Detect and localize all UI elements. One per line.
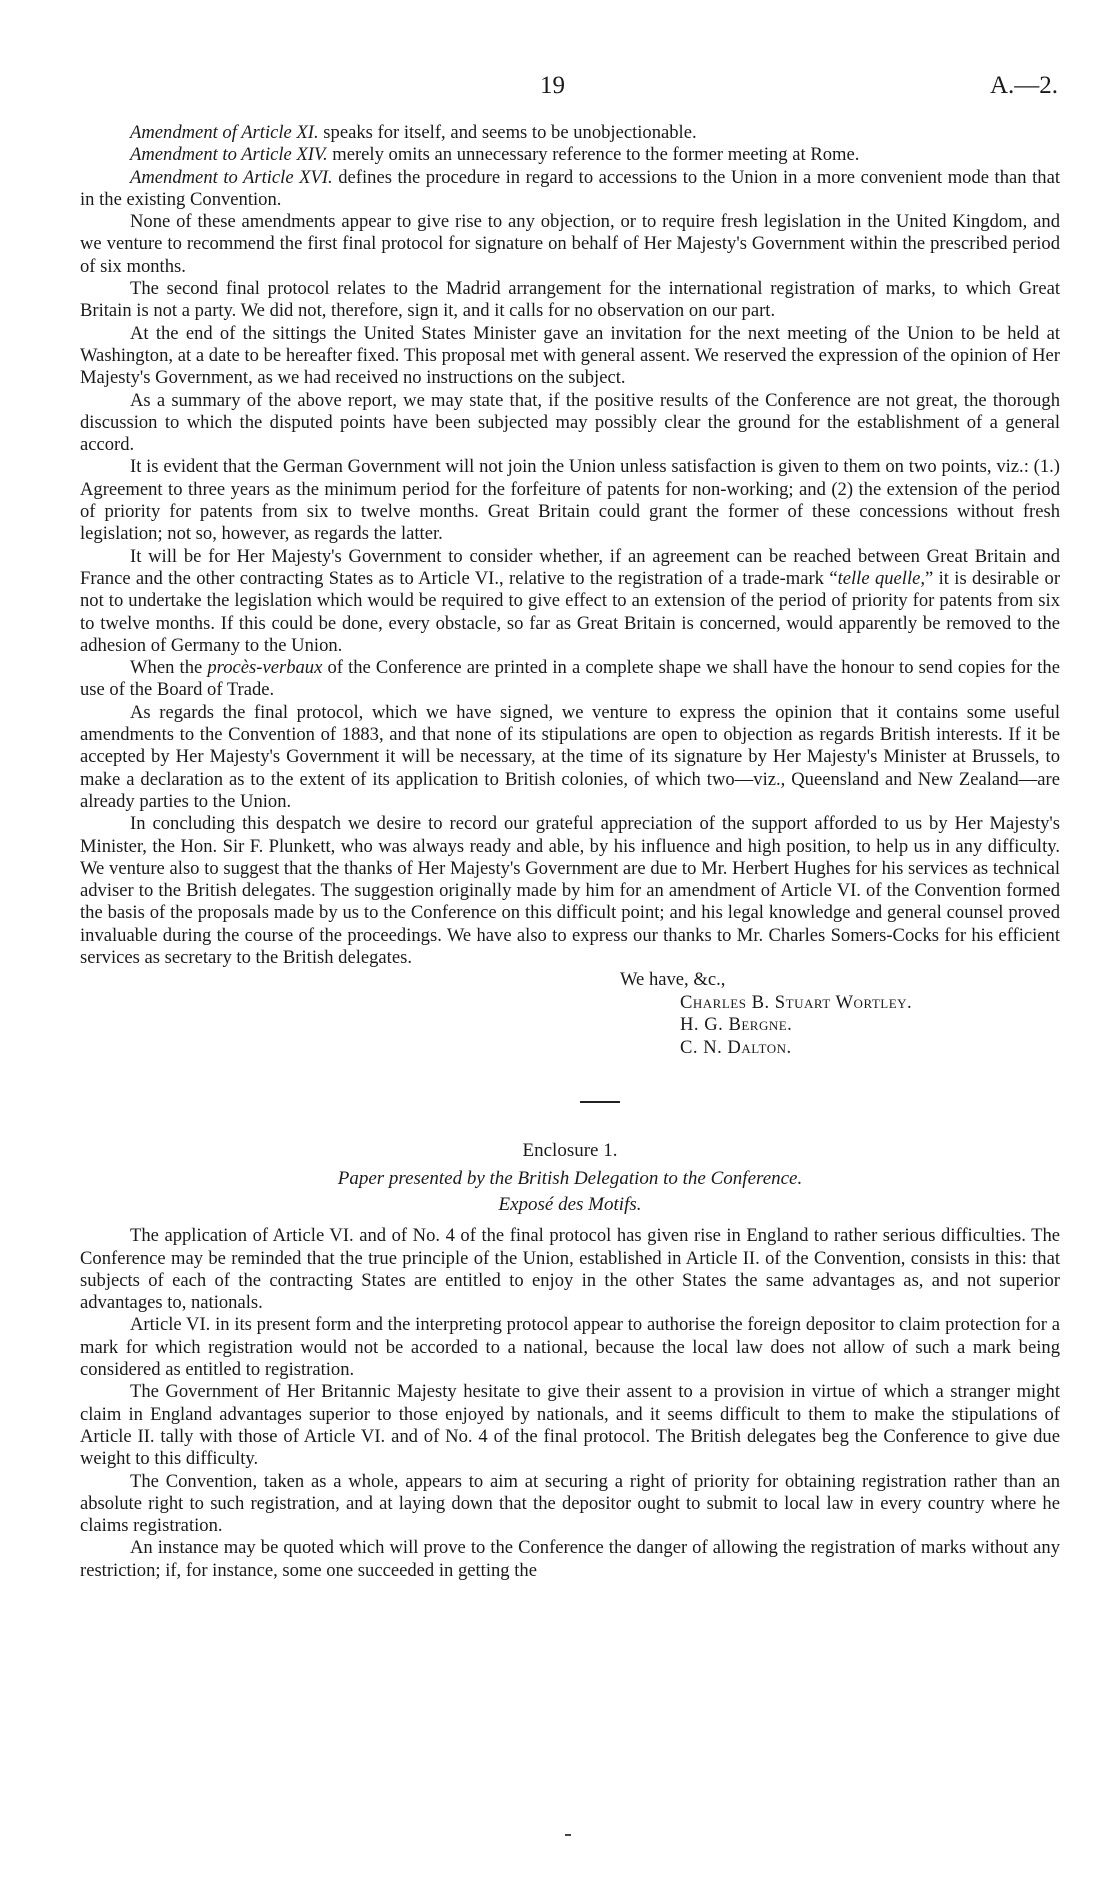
paragraph-text: of the Conference are printed in a complete shape we shall have the honour to send copies for the use of the Board of Trade.	[80, 657, 1060, 701]
page-header	[0, 72, 1114, 102]
paragraph-text: As regards the final protocol, which we have signed, we venture to express the opinion that it contains some useful amendments to the Convention of 1883, and that none of its stipulations are open to objection as regards British interests. If it be accepted by Her Majesty's Government it will be necessary, at the time of its signature by Her Majesty's Minister at Brussels, to make a declaration as to the extent of its application to British colonies, of which two—viz., Queensland and New Zealand—are already parties to the Union.	[80, 701, 1060, 812]
document-body	[80, 122, 1060, 1582]
signature-block	[80, 969, 1060, 1059]
paragraph-text: As a summary of the above report, we may state that, if the positive results of the Conference are not great, the thorough discussion to which the disputed points have been subjected may possibly clear the ground for the establishment of a general accord.	[80, 389, 1060, 456]
enclosure-paragraph: Article VI. in its present form and the interpreting protocol appear to authorise the foreign depositor to claim protection for a mark for which registration would not be accorded to a national, because the local law does not allow of such a mark being considered as entitled to registration.	[80, 1314, 1060, 1381]
paragraph	[80, 456, 1060, 545]
paragraph-text: speaks for itself, and seems to be unobjectionable.	[318, 122, 697, 143]
printer-mark	[565, 1834, 571, 1836]
paragraph	[80, 390, 1060, 457]
paragraph	[80, 144, 1060, 166]
paragraph-text: ” it is desirable or not to undertake the legislation which would be required to give effect to an extension of the period of priority for patents from six to twelve months. If this could be done, every obstacle, so far as Great Britain is concerned, would apparently be removed to the adhesion of Germany to the Union.	[80, 567, 1061, 656]
signatory-name: C. N. Dalton.	[680, 1036, 792, 1058]
paragraph	[80, 813, 1060, 969]
paragraph	[80, 122, 1060, 144]
enclosure-paragraph: An instance may be quoted which will prove to the Conference the danger of allowing the registration of marks without any restriction; if, for instance, some one succeeded in getting the	[80, 1537, 1060, 1581]
signatory-name: Charles B. Stuart Wortley.	[680, 991, 913, 1013]
page-reference: A.—2.	[989, 72, 1058, 99]
enclosure-paragraph: The Convention, taken as a whole, appears to aim at securing a right of priority for obtaining registration rather than an absolute right to such registration, and at laying down that the depositor ought to submit to local law in every country where he claims registration.	[80, 1470, 1060, 1537]
enclosure-title: Enclosure 1.	[522, 1140, 618, 1162]
paragraph-text: None of these amendments appear to give rise to any objection, or to require fresh legislation in the United Kingdom, and we venture to recommend the first final protocol for signature on behalf of Her Majesty's Government within the prescribed period of six months.	[80, 211, 1060, 277]
paragraph-text: The second final protocol relates to the Madrid arrangement for the international registration of marks, to which Great Britain is not a party. We did not, therefore, sign it, and it calls for no observation on our part.	[80, 278, 1060, 322]
paragraph-telle-quelle	[80, 546, 1060, 657]
enclosure-paragraph: The Government of Her Britannic Majesty hesitate to give their assent to a provision in virtue of which a stranger might claim in England advantages superior to those enjoyed by nationals, and it seems difficult to them to make the stipulations of Article II. tally with those of Article VI. and of No. 4 of the final protocol. The British delegates beg the Conference to give due weight to this difficulty.	[80, 1381, 1060, 1470]
enclosure-subtitle: Paper presented by the British Delegation to the Conference.	[337, 1168, 803, 1190]
paragraph-text: It will be for Her Majesty's Government to consider whether, if an agreement can be reached between Great Britain and France and the other contracting States as to Article VI., relative to the registration of a trade-mark “	[80, 545, 1060, 589]
signatory-name: H. G. Bergne.	[680, 1014, 793, 1036]
paragraph-lead: Amendment to Article XVI.	[130, 166, 333, 188]
paragraph	[80, 702, 1060, 813]
paragraph	[80, 211, 1060, 278]
paragraph-text: When the	[130, 657, 208, 679]
paragraph-text: It is evident that the German Government will not join the Union unless satisfaction is given to them on two points, viz.: (1.) Agreement to three years as the minimum period for the forfeiture of patents for non-working; and (2) the extension of the period of priority for patents from six to twelve months. Great Britain could grant the former of these concessions without fresh legislation; not so, however, as regards the latter.	[80, 456, 1060, 545]
paragraph-lead: Amendment to Article XIV.	[130, 144, 328, 166]
paragraph-text: merely omits an unnecessary reference to the former meeting at Rome.	[327, 144, 860, 166]
paragraph-proces-verbaux	[80, 657, 1060, 702]
enclosure-heading: Exposé des Motifs.	[498, 1194, 642, 1216]
section-divider	[580, 1101, 620, 1103]
paragraph-text: In concluding this despatch we desire to record our grateful appreciation of the support afforded to us by Her Majesty's Minister, the Hon. Sir F. Plunkett, who was always ready and able, by his influence and high position, to help us in any difficulty. We venture also to suggest that the thanks of Her Majesty's Government are due to Mr. Herbert Hughes for his services as technical adviser to the British delegates. The suggestion originally made by him for an amendment of Article VI. of the Convention formed the basis of the proposals made by us to the Conference on this difficult point; and his legal knowledge and general counsel proved invaluable during the course of the proceedings. We have also to express our thanks to Mr. Charles Somers-Cocks for his efficient services as secretary to the British delegates.	[80, 813, 1060, 968]
signature-closing: We have, &c.,	[620, 969, 726, 991]
page-number: 19	[540, 72, 565, 99]
paragraph-text: At the end of the sittings the United States Minister gave an invitation for the next meeting of the Union to be held at Washington, at a date to be hereafter fixed. This proposal met with general assent. We reserved the expression of the opinion of Her Majesty's Government, as we had received no instructions on the subject.	[80, 322, 1060, 389]
enclosure-paragraph: The application of Article VI. and of No. 4 of the final protocol has given rise in England to rather serious difficulties. The Conference may be reminded that the true principle of the Union, established in Article II. of the Convention, consists in this: that subjects of each of the contracting States are entitled to enjoy in the other States the same advantages as, and not superior advantages to, nationals.	[80, 1225, 1060, 1314]
italic-phrase: procès-verbaux	[207, 657, 323, 679]
paragraph	[80, 278, 1060, 323]
paragraph	[80, 323, 1060, 390]
paragraph-lead: Amendment of Article XI.	[130, 122, 319, 143]
paragraph	[80, 167, 1060, 212]
paragraph-text: defines the procedure in regard to accessions to the Union in a more convenient mode than that in the existing Convention.	[80, 166, 1060, 210]
italic-phrase: telle quelle,	[837, 567, 926, 589]
